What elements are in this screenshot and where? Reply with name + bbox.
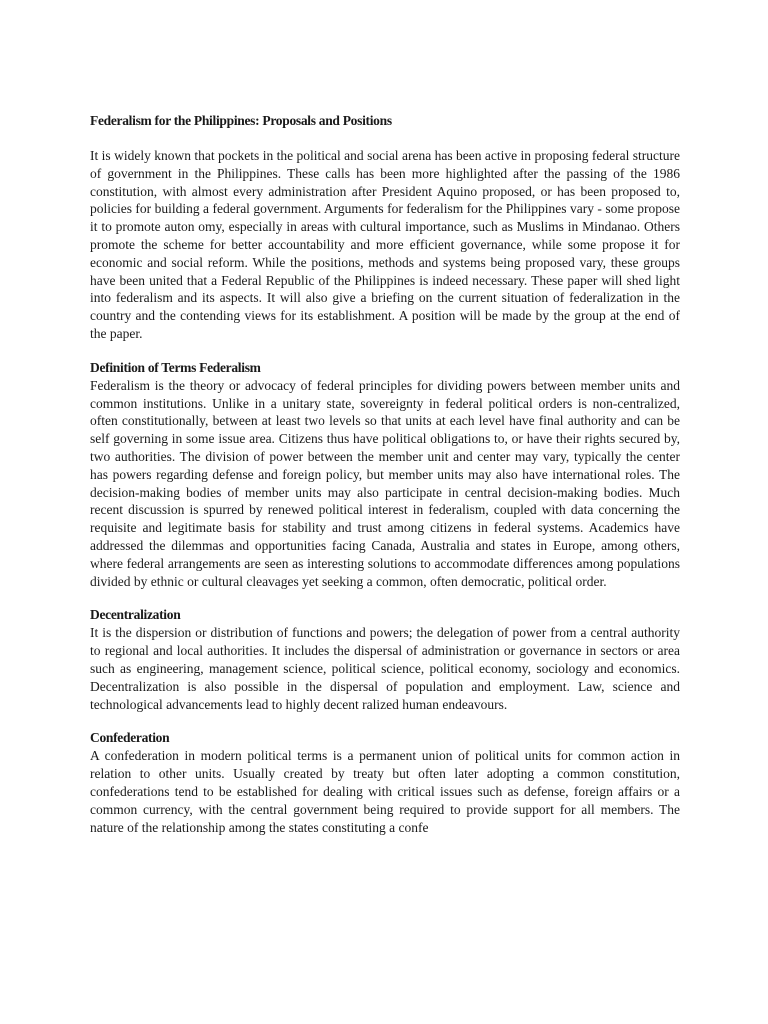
intro-paragraph: It is widely known that pockets in the political and social arena has been active in proposing federal structure of government in the Philippines. These calls has been more highlighted after the passing of the 1986 constitution, with almost every administration after President Aquino proposed, or has been proposed to, policies for building a federal government. Arguments for federalism for the Philippines vary - some propose it to promote auton omy, especially in areas with cultural importance, such as Muslims in Mindanao. Others promote the scheme for better accountability and more efficient governance, while some propose it for economic and social reform. While the positions, methods and systems being proposed vary, these groups have been united that a Federal Republic of the Philippines is indeed necessary. These paper will shed light into federalism and its aspects. It will also give a briefing on the current situation of federalization in the country and the contending views for its establishment. A position will be made by the group at the end of the paper. [90, 148, 680, 341]
section-body-confederation: A confederation in modern political terms is a permanent union of political units for common action in relation to other units. Usually created by treaty but often later adopting a common constitution, confederations tend to be established for dealing with critical issues such as defense, foreign affairs or a common currency, with the central government being required to provide support for all members. The nature of the relationship among the states constituting a confe [90, 748, 680, 835]
section-body-definition: Federalism is the theory or advocacy of federal principles for dividing powers between member units and common institutions. Unlike in a unitary state, sovereignty in federal political orders is non-centralized, often constitutionally, between at least two levels so that units at each level have final authority and can be self governing in some issue area. Citizens thus have political obligations to, or have their rights secured by, two authorities. The division of power between the member unit and center may vary, typically the center has powers regarding defense and foreign policy, but member units may also have international roles. The decision-making bodies of member units may also participate in central decision-making bodies. Much recent discussion is spurred by renewed political interest in federalism, coupled with data concerning the requisite and legitimate basis for stability and trust among citizens in federal systems. Academics have addressed the dilemmas and opportunities facing Canada, Australia and states in Europe, among others, where federal arrangements are seen as interesting solutions to accommodate differences among populations divided by ethnic or cultural cleavages yet seeking a common, often democratic, political order. [90, 377, 680, 589]
document-page [90, 112, 680, 836]
section-body-decentralization: It is the dispersion or distribution of functions and powers; the delegation of power from a central authority to regional and local authorities. It includes the dispersal of administration or governance in sectors or area such as engineering, management science, political science, political economy, sociology and economics. Decentralization is also possible in the dispersal of population and employment. Law, science and technological advancements lead to highly decent ralized human endeavours. [90, 625, 680, 712]
section-heading-definition: Definition of Terms Federalism [90, 359, 261, 375]
section-heading-decentralization: Decentralization [90, 607, 181, 623]
document-title: Federalism for the Philippines: Proposals and Positions [90, 113, 392, 128]
section-heading-confederation: Confederation [90, 730, 170, 746]
